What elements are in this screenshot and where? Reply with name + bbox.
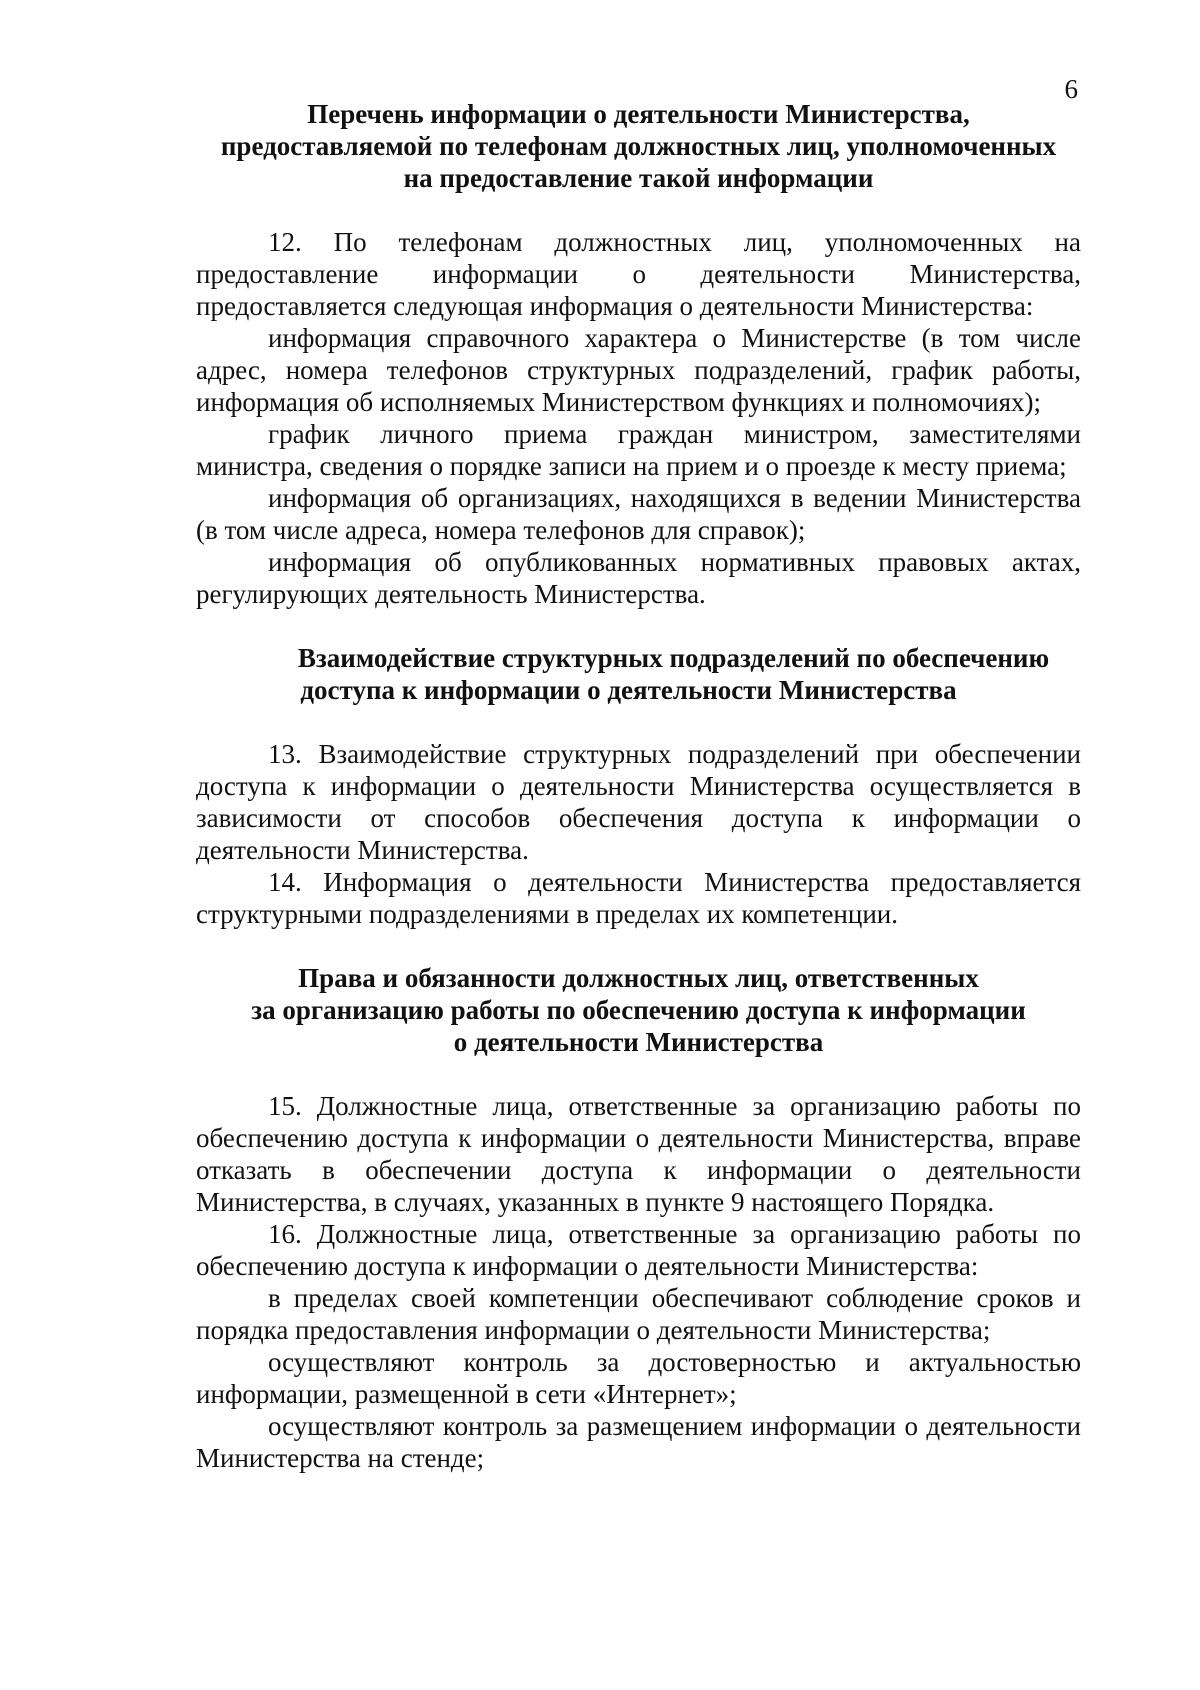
paragraph: 14. Информация о деятельности Министерства предоставляется структурными подразделениями в пределах их компетенции.: [196, 867, 1081, 929]
page-number: 6: [1064, 74, 1078, 104]
heading-line: о деятельности Министерства: [453, 1027, 824, 1057]
paragraph: 16. Должностные лица, ответственные за организацию работы по обеспечению доступа к информации о деятельности Министерства:: [196, 1219, 1081, 1281]
heading-line: доступа к информации о деятельности Министерства: [300, 675, 957, 705]
section-heading-interaction: [196, 642, 1081, 706]
section-heading-rights-duties: [196, 962, 1081, 1058]
document-body: [196, 98, 1081, 1474]
spacer: [196, 610, 1081, 642]
heading-line: Перечень информации о деятельности Министерства,: [307, 99, 970, 129]
paragraph: 15. Должностные лица, ответственные за организацию работы по обеспечению доступа к информации о деятельности Министерства, вправе отказать в обеспечении доступа к информации о деятельности Министерства, в случаях, указанных в пункте 9 настоящего Порядка.: [196, 1091, 1081, 1217]
spacer: [196, 1058, 1081, 1090]
paragraph: осуществляют контроль за размещением информации о деятельности Министерства на стенде;: [196, 1411, 1081, 1473]
heading-line: за организацию работы по обеспечению доступа к информации: [251, 995, 1026, 1025]
heading-line: Права и обязанности должностных лиц, ответственных: [298, 963, 979, 993]
paragraph: информация справочного характера о Министерстве (в том числе адрес, номера телефонов структурных подразделений, график работы, информация об исполняемых Министерством функциях и полномочиях);: [196, 323, 1081, 417]
spacer: [196, 930, 1081, 962]
heading-line: предоставляемой по телефонам должностных лиц, уполномоченных: [220, 131, 1057, 161]
paragraph: 13. Взаимодействие структурных подразделений при обеспечении доступа к информации о деятельности Министерства осуществляется в зависимости от способов обеспечения доступа к информации о деятельности Министерства.: [196, 739, 1081, 865]
heading-line: Взаимодействие структурных подразделений по обеспечению: [297, 643, 1050, 673]
paragraph: осуществляют контроль за достоверностью и актуальностью информации, размещенной в сети «Интернет»;: [196, 1347, 1081, 1409]
spacer: [196, 706, 1081, 738]
section-heading-phone-info: [196, 98, 1081, 194]
paragraph: информация об опубликованных нормативных правовых актах, регулирующих деятельность Министерства.: [196, 547, 1081, 609]
paragraph: в пределах своей компетенции обеспечивают соблюдение сроков и порядка предоставления информации о деятельности Министерства;: [196, 1283, 1081, 1345]
spacer: [196, 194, 1081, 226]
paragraph: 12. По телефонам должностных лиц, уполномоченных на предоставление информации о деятельности Министерства, предоставляется следующая информация о деятельности Министерства:: [196, 227, 1081, 321]
paragraph: информация об организациях, находящихся в ведении Министерства (в том числе адреса, номера телефонов для справок);: [196, 483, 1081, 545]
paragraph: график личного приема граждан министром, заместителями министра, сведения о порядке записи на прием и о проезде к месту приема;: [196, 419, 1081, 481]
heading-line: на предоставление такой информации: [403, 163, 874, 193]
